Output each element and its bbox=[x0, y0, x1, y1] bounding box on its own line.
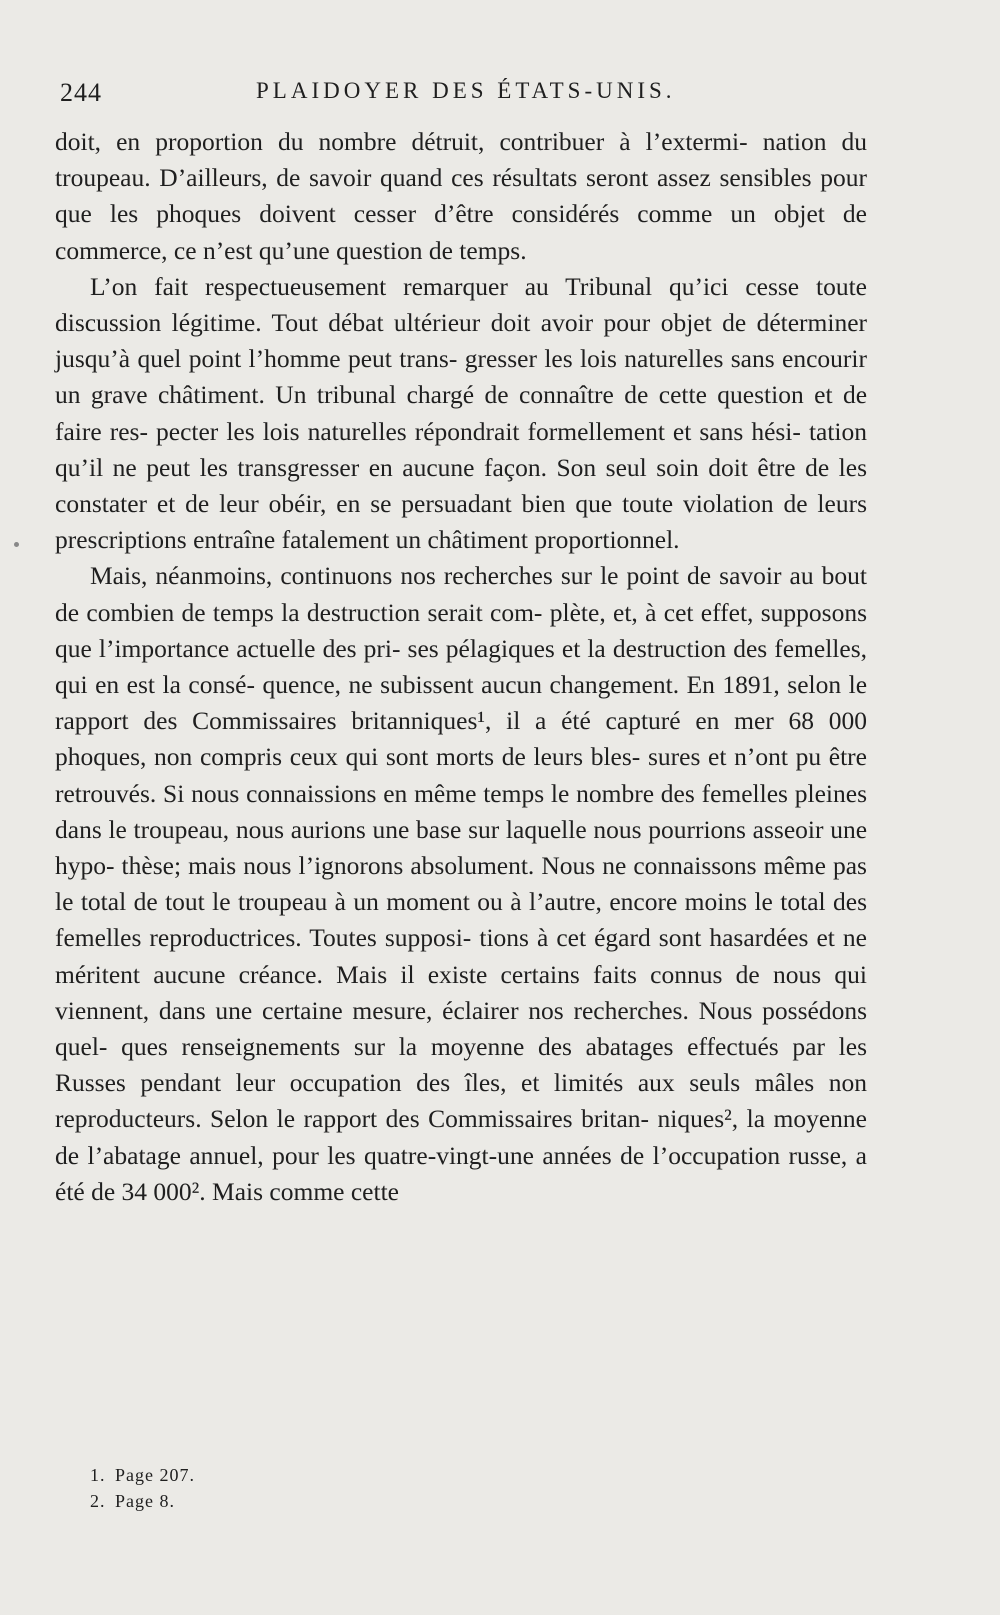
text-line: encore moins le total des femelles reproductrices. Toutes supposi- bbox=[55, 887, 868, 953]
text-line: pecter les lois naturelles répondrait formellement et sans hési- bbox=[156, 416, 801, 446]
text-line: bien que toute violation de leurs prescriptions entraîne fatalement bbox=[55, 489, 867, 555]
text-line: doit, en proportion du nombre détruit, contribuer à l’extermi- bbox=[55, 127, 748, 156]
text-line: ques renseignements sur la moyenne des abatages effectués par bbox=[121, 1032, 825, 1062]
footnote bbox=[90, 1462, 690, 1488]
footnote bbox=[90, 1488, 690, 1514]
footnote-text: Page 8. bbox=[115, 1491, 175, 1511]
text-line: plète, et, à cet effet, supposons que l’importance actuelle des pri- bbox=[55, 597, 868, 663]
text-line: certaine mesure, éclairer nos recherches. Nous possédons quel- bbox=[55, 995, 867, 1062]
text-line: tation qu’il ne peut les transgresser en aucune façon. Son seul bbox=[55, 416, 868, 482]
text-line: soin doit être de les constater et de leur obéir, en se persuadant bbox=[55, 452, 867, 519]
text-line: thèse; mais nous l’ignorons absolument. Nous ne connaissons bbox=[121, 851, 757, 881]
text-line: tribunal chargé de connaître de cette question et de faire res- bbox=[55, 380, 868, 446]
paragraph-2 bbox=[55, 269, 867, 559]
text-line: ses pélagiques et la destruction des femelles, qui en est la consé- bbox=[55, 633, 867, 700]
footnote-text: Page 207. bbox=[115, 1465, 195, 1485]
text-line: L’on fait respectueusement remarquer au Tribunal qu’ici cesse bbox=[90, 271, 800, 301]
text-line: gresser les lois naturelles sans encourir un grave châtiment. Un bbox=[55, 344, 868, 410]
text-line: rapport des Commissaires britanniques¹, il a été capturé en mer bbox=[55, 706, 774, 736]
text-line: temps le nombre des femelles pleines dans le troupeau, nous bbox=[55, 778, 867, 844]
text-line: 68 000 phoques, non compris ceux qui sont morts de leurs bles- bbox=[55, 706, 868, 772]
running-title: PLAIDOYER DES ÉTATS-UNIS. bbox=[256, 78, 676, 103]
text-line: années de l’occupation russe, a été de 34 000². Mais comme cette bbox=[55, 1140, 867, 1206]
text-line: mâles non reproducteurs. Selon le rapport des Commissaires britan- bbox=[55, 1068, 868, 1134]
margin-speck bbox=[14, 542, 19, 547]
text-line: quence, ne subissent aucun changement. En 1891, selon le bbox=[262, 670, 868, 700]
text-line: Mais il existe certains faits connus de nous qui viennent, dans une bbox=[55, 959, 867, 1025]
text-line: de temps. bbox=[428, 235, 527, 265]
text-line: aurions une base sur laquelle nous pourrions asseoir une hypo- bbox=[55, 814, 868, 881]
body-text bbox=[55, 124, 867, 1210]
footnotes bbox=[90, 1462, 690, 1514]
text-line: Mais, néanmoins, continuons nos recherches sur le point de bbox=[90, 561, 712, 591]
page-number: 244 bbox=[60, 78, 102, 107]
text-line: un châtiment proportionnel. bbox=[395, 525, 680, 555]
paragraph-3 bbox=[55, 558, 867, 1210]
paragraph-1 bbox=[55, 124, 867, 269]
footnote-number: 2. bbox=[90, 1491, 106, 1511]
text-line: seront assez sensibles pour que les phoques doivent cesser d’être bbox=[55, 163, 867, 229]
text-line: les Russes pendant leur occupation des îles, et limités aux seuls bbox=[55, 1032, 867, 1098]
text-line: niques², la moyenne de l’abatage annuel, pour les quatre-vingt-une bbox=[55, 1104, 867, 1170]
text-line: considérés comme un objet de commerce, ce n’est qu’une question bbox=[55, 199, 867, 265]
text-line: même pas le total de tout le troupeau à un moment ou à l’autre, bbox=[55, 851, 867, 917]
text-line: savoir au bout de combien de temps la destruction serait com- bbox=[55, 561, 867, 627]
text-line: nation du troupeau. D’ailleurs, de savoir quand ces résultats bbox=[55, 127, 868, 193]
footnote-number: 1. bbox=[90, 1465, 106, 1485]
text-line: toute discussion légitime. Tout débat ultérieur doit avoir pour bbox=[55, 271, 867, 338]
running-head bbox=[60, 74, 870, 110]
text-line: objet de déterminer jusqu’à quel point l’homme peut trans- bbox=[55, 308, 868, 374]
text-line: sures et n’ont pu être retrouvés. Si nous connaissions en même bbox=[55, 742, 867, 808]
text-line: tions à cet égard sont hasardées et ne méritent aucune créance. bbox=[55, 923, 867, 989]
